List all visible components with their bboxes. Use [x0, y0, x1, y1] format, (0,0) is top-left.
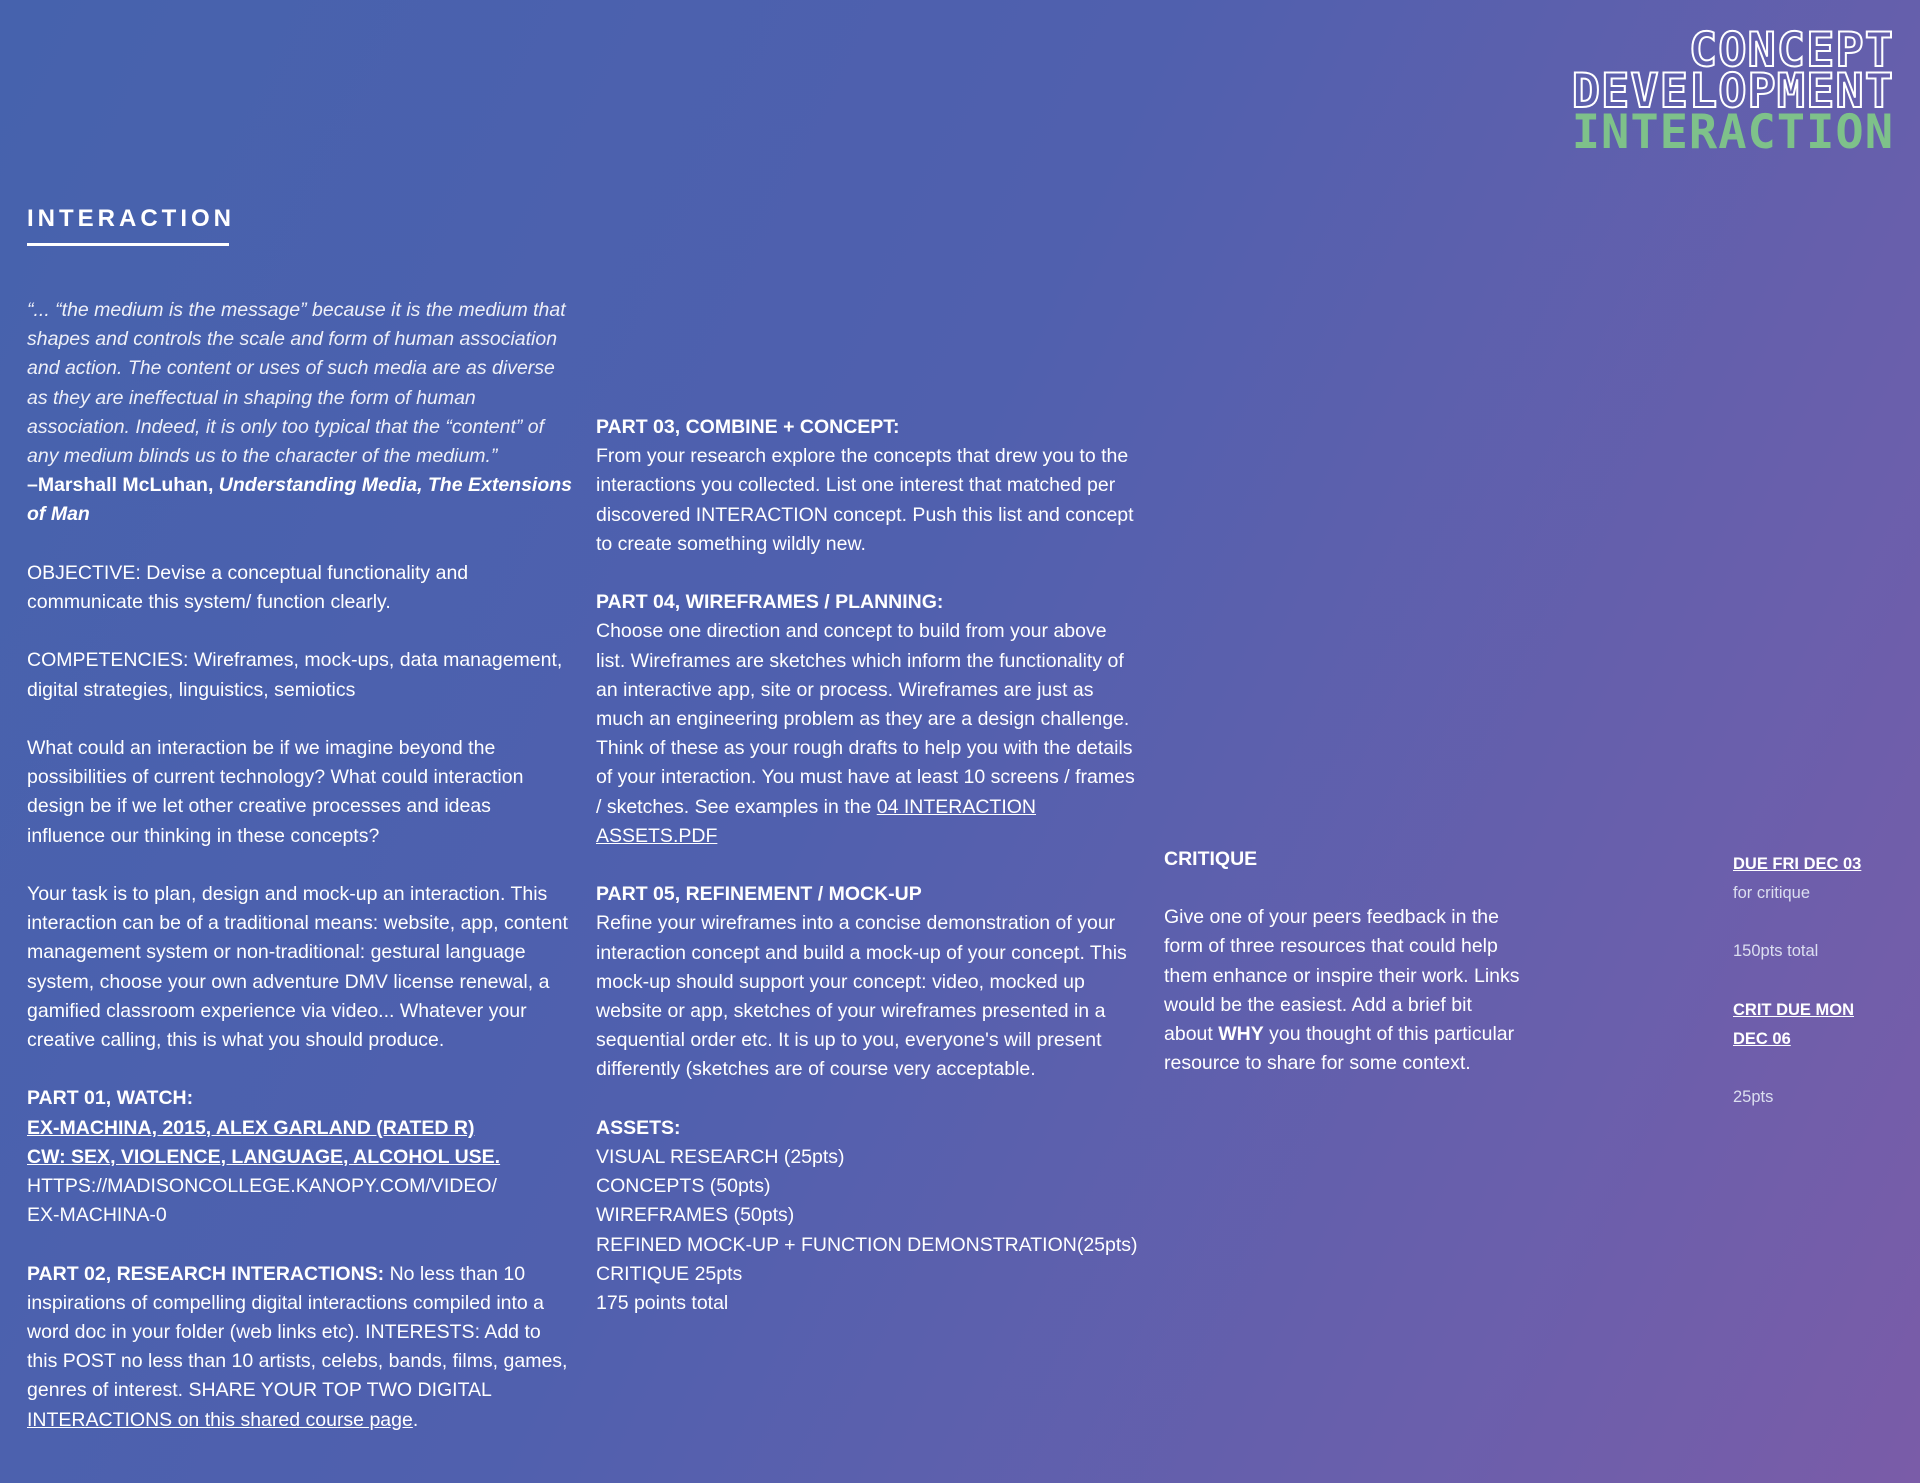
- objective-text: OBJECTIVE: Devise a conceptual functionality and communicate this system/ function clearly.: [27, 561, 469, 614]
- mcluhan-quote: “... “the medium is the message” because it is the medium that shapes and controls the scale and form of human association and action. The content or uses of such media are as diverse as they are ineffectual in shaping the form of human association. Indeed, it is only too typical that the “content” of any medium blinds us to the character of the medium.”: [27, 299, 566, 468]
- critique-body-part2: you thought of this particular resource to share for some context.: [1164, 1023, 1515, 1075]
- attribution-book-title: Understanding Media, The Extensions of Man: [27, 474, 573, 526]
- due-date-critique: DUE FRI DEC 03: [1733, 855, 1862, 873]
- logo-line-concept: CONCEPT: [1688, 23, 1894, 78]
- header-logo: [1571, 23, 1894, 160]
- part04-body: Choose one direction and concept to build from your above list. Wireframes are sketches which inform the functionality of an interactive app, site or process. Wireframes are just as much an engineering problem as they are a design challenge. Think of these as your rough drafts to help you with the details of your interaction. You must have at least 10 screens / frames / sketches. See examples in the: [596, 620, 1135, 818]
- logo-line-development: DEVELOPMENT: [1571, 64, 1894, 119]
- part01-url-line2: EX-MACHINA-0: [27, 1204, 167, 1227]
- part03-body: From your research explore the concepts that drew you to the interactions you collected. List one interest that matched per discovered INTERACTION concept. Push this list and concept to create something wildly new.: [596, 445, 1134, 555]
- part04-title: PART 04, WIREFRAMES / PLANNING:: [596, 591, 944, 614]
- part05-body: Refine your wireframes into a concise demonstration of your interaction concept and build a mock-up of your concept. This mock-up should support your concept: video, mocked up website or app, sketches of your wireframes presented in a sequential order etc. It is up to you, everyone's will present differently (sketches are of course very acceptable.: [596, 912, 1127, 1081]
- question-text: What could an interaction be if we imagine beyond the possibilities of current technology? What could interaction design be if we let other creative processes and ideas influence our thinking in these concepts?: [27, 737, 524, 847]
- part01-url-line1: HTTPS://MADISONCOLLEGE.KANOPY.COM/VIDEO/: [27, 1175, 497, 1198]
- part03-title: PART 03, COMBINE + CONCEPT:: [596, 416, 900, 438]
- critique-body-part1: Give one of your peers feedback in the form of three resources that could help them enhance or inspire their work. Links would be the easiest. Add a brief bit about: [1164, 906, 1520, 1046]
- asset-item: WIREFRAMES (50pts): [596, 1204, 795, 1227]
- logo-line-interaction: INTERACTION: [1571, 105, 1894, 160]
- column-due-dates: [1733, 850, 1903, 1112]
- quote-attribution: [27, 471, 572, 529]
- asset-item: CRITIQUE 25pts: [596, 1262, 743, 1285]
- part05-block: [596, 880, 1141, 1084]
- part04-block: [596, 588, 1141, 851]
- attribution-author: –Marshall McLuhan,: [27, 474, 219, 497]
- part02-block: [27, 1260, 572, 1435]
- part01-content-warning[interactable]: CW: SEX, VIOLENCE, LANGUAGE, ALCOHOL USE.: [27, 1145, 501, 1168]
- part03-block: [596, 413, 1141, 559]
- part02-end: .: [412, 1408, 419, 1431]
- due-note-critique: for critique: [1733, 884, 1811, 903]
- part01-film-link[interactable]: EX-MACHINA, 2015, ALEX GARLAND (RATED R): [27, 1116, 475, 1139]
- points-total-project: 150pts total: [1733, 942, 1819, 961]
- crit-due-date-line1: CRIT DUE MON: [1733, 1000, 1854, 1019]
- competencies-text: COMPETENCIES: Wireframes, mock-ups, data management, digital strategies, linguistics, semiotics: [27, 649, 563, 701]
- points-critique: 25pts: [1733, 1088, 1774, 1107]
- part02-course-page-link[interactable]: INTERACTIONS on this shared course page: [27, 1408, 413, 1431]
- section-title: INTERACTION: [27, 205, 235, 232]
- part04-assets-pdf-link[interactable]: 04 INTERACTION ASSETS.PDF: [596, 795, 1037, 847]
- asset-total: 175 points total: [596, 1292, 729, 1315]
- assets-title: ASSETS:: [596, 1116, 681, 1139]
- column-parts: [596, 413, 1141, 1347]
- part01-block: [27, 1084, 572, 1230]
- part05-title: PART 05, REFINEMENT / MOCK-UP: [596, 883, 922, 906]
- critique-why: WHY: [1218, 1023, 1264, 1046]
- column-critique: [1164, 845, 1524, 1108]
- critique-body: [1164, 903, 1524, 1078]
- column-intro: [27, 296, 572, 1464]
- asset-item: VISUAL RESEARCH (25pts): [596, 1146, 845, 1169]
- crit-due-date-line2: DEC 06: [1733, 1029, 1791, 1048]
- part01-title: PART 01, WATCH:: [27, 1087, 194, 1110]
- part02-title: PART 02, RESEARCH INTERACTIONS:: [27, 1262, 385, 1285]
- part02-body: No less than 10 inspirations of compelling digital interactions compiled into a word doc in your folder (web links etc). INTERESTS: Add to this POST no less than 10 artists, celebs, bands, films, games, genres of interest. SHARE YOUR TOP TWO DIGITAL: [27, 1262, 568, 1402]
- task-text: Your task is to plan, design and mock-up an interaction. This interaction can be of a traditional means: website, app, content management system or non-traditional: gestural language system, choose your own adventure DMV license renewal, a gamified classroom experience via video... Whatever your creative calling, this is what you should produce.: [27, 883, 568, 1052]
- section-title-underline: [27, 243, 229, 246]
- assets-block: [596, 1114, 1141, 1318]
- critique-title: CRITIQUE: [1164, 848, 1258, 870]
- asset-item: CONCEPTS (50pts): [596, 1175, 771, 1198]
- asset-item: REFINED MOCK-UP + FUNCTION DEMONSTRATION(25pts): [596, 1233, 1138, 1256]
